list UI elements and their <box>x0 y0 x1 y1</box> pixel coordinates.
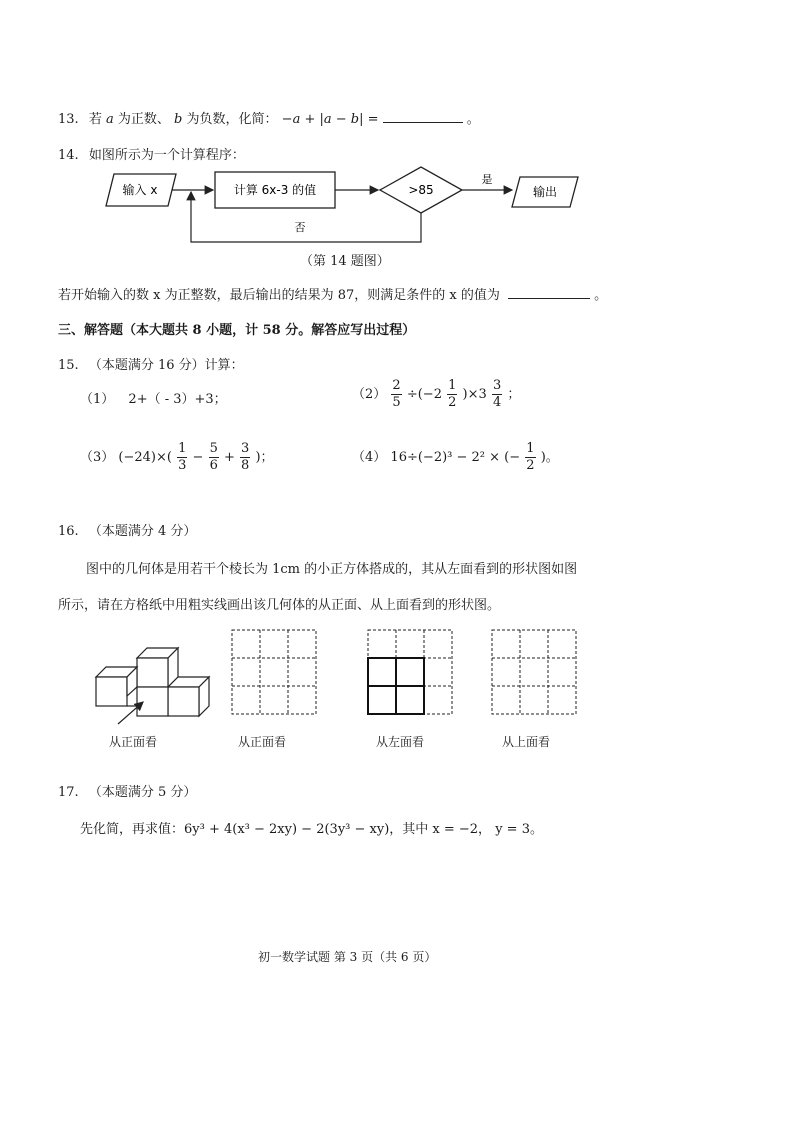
flowchart-diagram <box>0 0 794 280</box>
question-17 <box>58 781 196 800</box>
q17-number: 17. <box>58 785 79 800</box>
q16-number: 16. <box>58 524 79 539</box>
q16-figures <box>0 620 794 730</box>
q14-intro: 如图所示为一个计算程序： <box>88 148 245 163</box>
q13-expression: −a + |a − b| = <box>281 112 379 127</box>
q16-line-1: 图中的几何体是用若干个棱长为 1cm 的小正方体搭成的，其从左面看到的形状图如图 <box>86 562 578 577</box>
q17-header: （本题满分 5 分） <box>88 785 197 800</box>
q16-header: （本题满分 4 分） <box>88 524 197 539</box>
top-view-grid[interactable] <box>492 630 576 714</box>
flow-condition-label: >85 <box>408 183 434 197</box>
label-front-view: 从正面看 <box>238 735 287 749</box>
q15-number: 15. <box>58 358 79 373</box>
flow-no-label: 否 <box>294 221 306 234</box>
section-3-title: 三、解答题（本大题共 8 小题，计 58 分。解答应写出过程） <box>58 323 416 338</box>
q15-part-3: （3） (−24)×( $\frac{1}{3}$ − $\frac{5}{6}$ + $\frac{3}{8}$ )； <box>80 441 274 473</box>
q15-part-2: （2） $\frac{2}{5}$ ÷(−2 $\frac{1}{2}$ )×3 $\frac{3}{4}$ ； <box>352 378 521 410</box>
question-16 <box>58 520 196 539</box>
q15-part-1: （1） 2+（ - 3）+3； <box>80 392 227 407</box>
solid-cubes-figure <box>96 648 209 716</box>
flowchart-caption: （第 14 题图） <box>300 254 390 269</box>
question-13: 13. 若 a 为正数、 b 为负数，化简： −a + |a − b| = 。 <box>58 112 480 127</box>
flow-yes-label: 是 <box>481 173 493 186</box>
page-footer: 初一数学试题 第 3 页（共 6 页） <box>258 950 437 964</box>
flow-compute-label: 计算 6x-3 的值 <box>233 183 317 197</box>
front-view-grid[interactable] <box>232 630 316 714</box>
question-15 <box>58 354 244 373</box>
q16-line-2: 所示，请在方格纸中用粗实线画出该几何体的从正面、从上面看到的形状图。 <box>58 598 501 613</box>
flow-input-label: 输入 x <box>122 183 158 197</box>
label-top-view: 从上面看 <box>502 735 551 749</box>
q14-answer-blank[interactable] <box>508 286 590 299</box>
q14-question: 若开始输入的数 x 为正整数，最后输出的结果为 87，则满足条件的 x 的值为 。 <box>58 288 608 303</box>
label-solid-front: 从正面看 <box>109 735 158 749</box>
left-view-grid <box>368 630 452 714</box>
q17-text: 先化简，再求值：6y³ + 4(x³ − 2xy) − 2(3y³ − xy)，其中 x = −2， y = 3。 <box>80 822 543 837</box>
label-left-view: 从左面看 <box>376 735 425 749</box>
q14-number: 14. <box>58 148 79 163</box>
flow-output-label: 输出 <box>532 185 558 199</box>
flow-arrow-no <box>191 192 421 242</box>
q15-header: （本题满分 16 分）计算： <box>88 358 244 373</box>
q13-number: 13. <box>58 112 79 127</box>
q15-part-4: （4） 16÷(−2)³ − 2² × (− $\frac{1}{2}$ )。 <box>352 441 559 473</box>
